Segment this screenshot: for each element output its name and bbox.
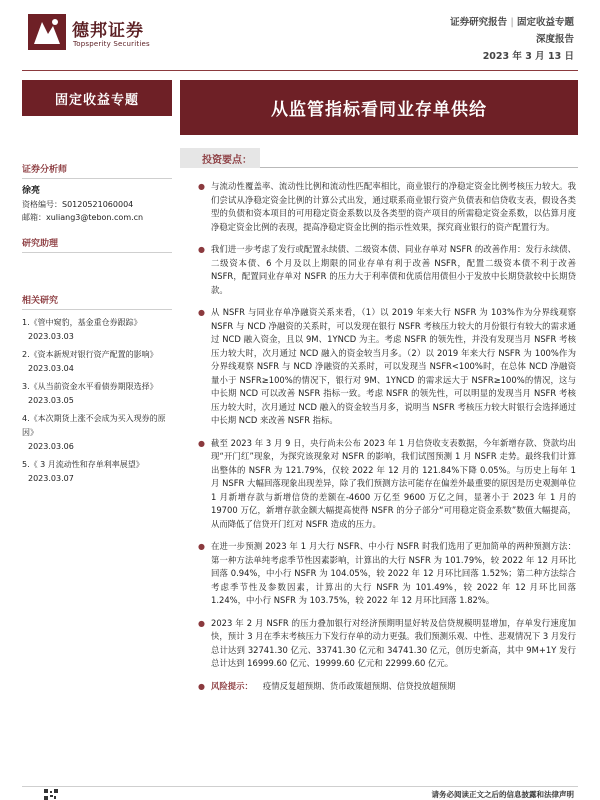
related-item-title: 2.《资本新规对银行资产配置的影响》 bbox=[22, 350, 158, 359]
footer-rule bbox=[22, 786, 578, 787]
related-list bbox=[22, 316, 172, 486]
related-section-title: 相关研究 bbox=[22, 293, 172, 310]
summary-paragraph bbox=[198, 180, 576, 234]
report-date: 2023 年 3 月 13 日 bbox=[482, 51, 574, 62]
related-item-date: 2023.03.06 bbox=[28, 442, 74, 451]
analyst-license: 资格编号：S0120521060004 bbox=[22, 200, 134, 209]
report-title: 从监管指标看同业存单供给 bbox=[180, 80, 578, 135]
paragraph-text: 我们进一步考虑了发行或配置永续债、二级资本债、同业存单对 NSFR 的改善作用：发行永续债、二级资本债、6 个月及以上期限的同业存单有利于改善 NSFR，配置二级资本债不利于改善 NSFR，配置同业存单对 NSFR 的压力大于利率债和优质信用债但小于发放中长期贷款较中长期贷款。 bbox=[211, 244, 576, 295]
header-meta bbox=[450, 14, 574, 65]
report-category: 固定收益专题 bbox=[516, 17, 574, 28]
bullet-icon: ● bbox=[198, 438, 205, 448]
bullet-icon: ● bbox=[198, 308, 205, 317]
assistant-section-title: 研究助理 bbox=[22, 236, 172, 253]
related-item-title: 1.《管中窥豹，基金重仓券跟踪》 bbox=[22, 318, 142, 327]
related-item-date: 2023.03.04 bbox=[28, 364, 74, 373]
summary-paragraph bbox=[198, 437, 576, 532]
paragraph-text: 从 NSFR 与同业存单净融资关系来看，（1）以 2019 年来大行 NSFR 为 103%作为分界线观察 NSFR 与 NCD 净融资的关系时，可以发现在银行 NSFR 考核压力较大的月份银行有较大的需求通过 NCD 融入资金，且以 9M、1YNCD 为主。考虑 NSFR 的领先性，并没有发现当月 NSFR 考核压力较大时，次月通过 NCD 融入的资金较当月多。（2）以 2019 年来大行 NSFR 为 100%作为分界线观察 NSFR 与 NCD 净融资的关系时，可以发现当 NSFR<100%时，在总体 NCD 净融资量小于 NSFR≥100%的情况下，银行对 9M、1YNCD 的需求远大于 NSFR≥100%的情况，这与中长期 NCD 可以改善 NSFR 指标一致。考虑 NSFR 的领先性，可以明显的发现当月 NSFR 考核压力较大时，次月通过 NCD 融入的资金较当月多，说明当 NSFR 考核压力较大时银行会选择通过中长期 NCD 来改善 NSFR 指标。 bbox=[211, 307, 576, 425]
header-rule bbox=[22, 70, 578, 71]
brand-logo-icon bbox=[28, 14, 66, 50]
header-divider: | bbox=[510, 17, 514, 28]
related-item[interactable] bbox=[22, 348, 172, 376]
report-sub: 深度报告 bbox=[535, 34, 574, 45]
main-content bbox=[180, 80, 578, 795]
related-item-date: 2023.03.03 bbox=[28, 332, 74, 341]
bullet-icon: ● bbox=[198, 681, 205, 691]
footer-disclaimer: 请务必阅读正文之后的信息披露和法律声明 bbox=[431, 790, 574, 799]
report-header bbox=[0, 0, 600, 80]
related-item-title: 5.《 3 月流动性和存单利率展望》 bbox=[22, 460, 144, 469]
analyst-info bbox=[22, 185, 172, 224]
analyst-section-title: 证券分析师 bbox=[22, 162, 172, 179]
bullet-icon: ● bbox=[198, 618, 205, 628]
analyst-email[interactable]: 邮箱：xuliang3@tebon.com.cn bbox=[22, 213, 144, 222]
related-item-title: 3.《从当前资金水平看债券期限选择》 bbox=[22, 382, 158, 391]
qr-code-icon bbox=[44, 789, 58, 800]
report-type: 证券研究报告 bbox=[450, 17, 508, 28]
bullet-icon: ● bbox=[198, 245, 205, 254]
sidebar-banner: 固定收益专题 bbox=[22, 80, 172, 116]
brand-name-en: Topsperity Securities bbox=[73, 40, 150, 48]
related-item[interactable] bbox=[22, 458, 172, 486]
related-item-date: 2023.03.05 bbox=[28, 396, 74, 405]
paragraph-text: 截至 2023 年 3 月 9 日，央行尚未公布 2023 年 1 月信贷收支表数据，今年新增存款、贷款均出现“开门红”现象，为探究该现象对 NSFR 的影响，我们试图预测 1 月 NSFR 走势。最终我们计算出整体的 NSFR 为 121.79%，仅较 2022 年 12 月的 121.84%下降 0.05%。与历史上每年 1 月 NSFR 大幅回落现象出现差异，除了我们预测方法可能存在偏差外最重要的原因是历史观测单位 1 月新增存款与新增信贷的差额在-4600 万亿至 9600 万亿之间，显著小于 2023 年 1 月的 19700 万亿，新增存款金额大幅提高使得 NSFR 的分子部分“可用稳定资金系数”数值大幅提高，从而降低了信贷开门红对 NSFR 造成的压力。 bbox=[211, 437, 576, 529]
risk-label: 风险提示： bbox=[211, 680, 253, 691]
risk-text: 疫情反复超预期、货币政策超预期、信贷投放超预期 bbox=[262, 680, 456, 691]
related-item[interactable] bbox=[22, 412, 172, 454]
bullet-icon: ● bbox=[198, 182, 205, 191]
risk-warning bbox=[198, 680, 576, 694]
summary-body bbox=[198, 180, 576, 693]
summary-paragraph bbox=[198, 306, 576, 428]
related-item[interactable] bbox=[22, 380, 172, 408]
paragraph-text: 2023 年 2 月 NSFR 的压力叠加银行对经济预期明显好转及信贷规模明显增加，存单发行速度加快，预计 3 月在季末考核压力下发行存单的动力更强。我们预测乐观、中性、悲观情况下 3 月发行总计达到 32741.30 亿元、33741.30 亿元和 34741.30 亿元，创历史新高，其中 9M+1Y 发行总计达到 16999.60 亿元、19999.60 亿元和 22999.60 亿元。 bbox=[211, 617, 576, 668]
summary-paragraph bbox=[198, 540, 576, 608]
summary-label: 投资要点： bbox=[180, 148, 260, 168]
analyst-name: 徐亮 bbox=[22, 186, 41, 196]
summary-header bbox=[180, 148, 578, 168]
brand-name: 德邦证券 bbox=[72, 21, 144, 41]
summary-paragraph bbox=[198, 243, 576, 297]
bullet-icon: ● bbox=[198, 542, 205, 551]
summary-paragraph bbox=[198, 617, 576, 671]
related-item-title: 4.《本次期货上涨不会成为买入现券的原因》 bbox=[22, 414, 166, 437]
related-item[interactable] bbox=[22, 316, 172, 344]
sidebar bbox=[22, 80, 172, 795]
paragraph-text: 与流动性覆盖率、流动性比例和流动性匹配率相比，商业银行的净稳定资金比例考核压力较大。我们尝试从净稳定资金比例的计算公式出发，通过联系商业银行资产负债表和信贷收支表，假设各类型的负债和资本项目的可用稳定资金系数以及各类型的资产项目的所需稳定资金系数，以估算月度净稳定资金比例的表现，提高净稳定资金比例的指示性效果，探究商业银行的资产配置行为。 bbox=[211, 181, 576, 232]
related-item-date: 2023.03.07 bbox=[28, 474, 74, 483]
paragraph-text: 在进一步预测 2023 年 1 月大行 NSFR、中小行 NSFR 时我们选用了更加简单的两种预测方法：第一种方法单纯考虑季节性因素影响，计算出的大行 NSFR 为 101.79%，较 2022 年 12 月环比回落 0.94%，中小行 NSFR 为 104.05%，较 2022 年 12 月环比回落 1.52%；第二种方法综合考虑季节性及参数因素，计算出的大行 NSFR 为 101.49%，较 2022 年 12 月环比回落 1.24%，中小行 NSFR 为 103.75%，较 2022 年 12 月环比回落 1.82%。 bbox=[211, 541, 576, 605]
